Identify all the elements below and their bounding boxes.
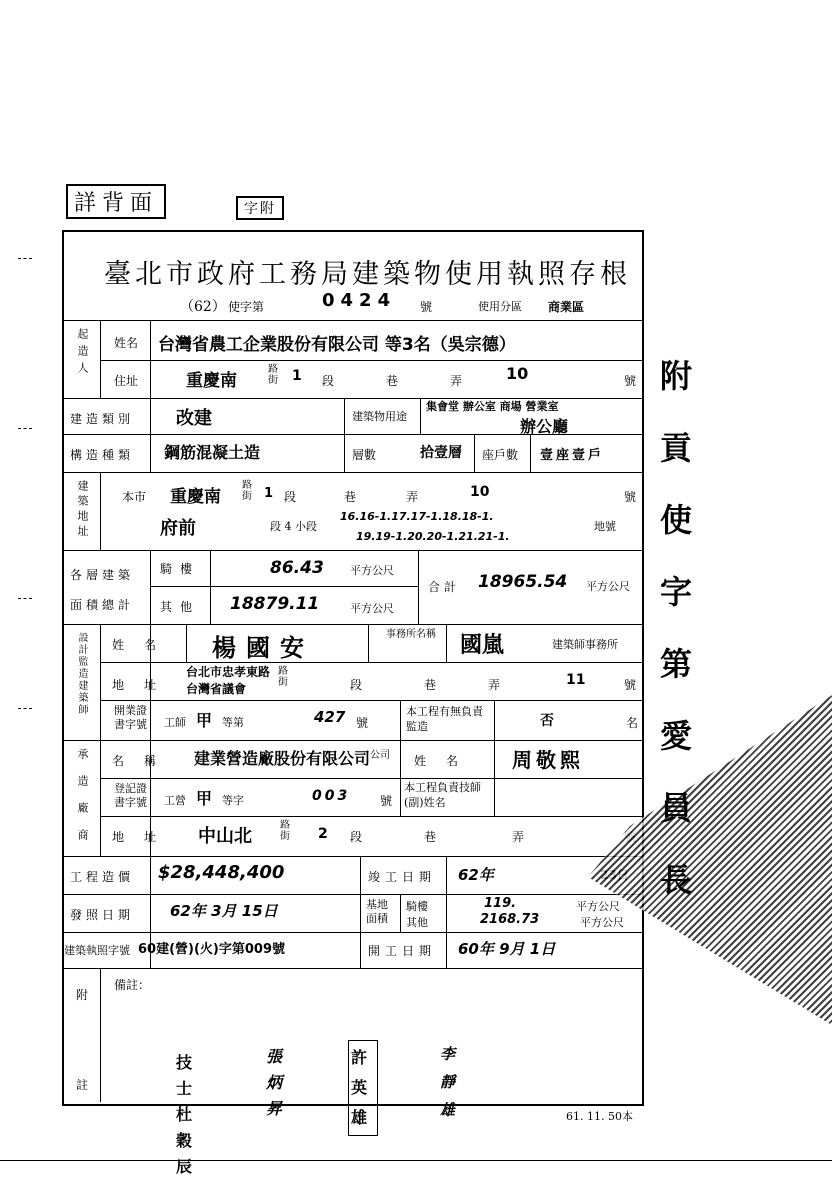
contractor-tech-label: 本工程負責技師(副)姓名	[404, 781, 481, 809]
site-lot-label: 地號	[594, 520, 616, 533]
rule	[210, 550, 211, 624]
permit-suffix: 號	[420, 300, 433, 314]
builder-name-label: 姓名	[114, 336, 139, 350]
architect-number: 11	[566, 672, 586, 688]
rule	[62, 624, 642, 625]
rule	[446, 624, 447, 662]
rule	[100, 968, 101, 1102]
site-road: 重慶南	[170, 487, 221, 507]
rule	[100, 778, 642, 779]
margin-mark	[18, 598, 32, 599]
architect-section-label: 設計監造建築師	[76, 632, 87, 716]
site-district: 府前	[160, 518, 196, 539]
permit-value: 60建(營)(火)字第009號	[138, 942, 285, 957]
builder-section-label: 起造人	[76, 328, 89, 379]
rule	[62, 894, 642, 895]
signature-2: 張炳昇	[266, 1047, 283, 1118]
base-label: 基地面積	[366, 898, 388, 925]
builder-lane: 巷	[386, 374, 399, 388]
rule	[100, 662, 642, 663]
rule	[62, 320, 642, 321]
rule	[400, 894, 401, 932]
build-type-value: 改建	[176, 408, 212, 429]
rule	[360, 856, 361, 968]
cost-value: $28,448,400	[158, 862, 285, 883]
builder-road-label: 路街	[268, 364, 278, 386]
permit-year: （62）	[180, 299, 226, 315]
site-duan: 段	[284, 490, 297, 504]
rule	[420, 398, 421, 434]
margin-mark	[18, 428, 32, 429]
base-other-label: 其他	[406, 916, 428, 929]
rule	[400, 740, 401, 816]
base-other-value: 2168.73	[480, 912, 540, 927]
other-unit: 平方公尺	[350, 602, 394, 615]
architect-supervise-value: 否	[540, 713, 554, 729]
architect-reg-suffix: 號	[356, 716, 369, 730]
architect-addr-value: 台北市忠孝東路 台灣省議會	[186, 665, 271, 696]
rule	[446, 856, 447, 968]
total-label: 合計	[428, 580, 461, 594]
arcade-unit: 平方公尺	[350, 564, 394, 577]
rule	[186, 624, 187, 662]
site-lots-line1: 16.16-1.17.17-1.18.18-1.	[340, 510, 494, 523]
contractor-road-label: 路街	[280, 820, 290, 842]
rule	[62, 932, 642, 933]
done-value: 62年	[458, 866, 494, 884]
bottom-edge	[0, 1160, 832, 1161]
contractor-reg-label: 登記證書字號	[114, 782, 147, 809]
rule	[62, 856, 642, 857]
contractor-reg-no: 003	[312, 788, 351, 804]
use-value-2: 辦公廳	[520, 417, 569, 436]
builder-hao: 號	[624, 374, 637, 388]
margin-mark	[18, 258, 32, 259]
issue-value: 62年 3月 15日	[170, 902, 278, 920]
zone-value: 商業區	[548, 300, 585, 314]
site-lane: 巷	[344, 490, 357, 504]
notes-side-top: 附	[76, 988, 89, 1002]
rule	[150, 586, 418, 587]
architect-lane: 巷	[424, 678, 437, 692]
margin-mark	[18, 708, 32, 709]
rule	[62, 472, 642, 473]
architect-hao: 號	[624, 678, 637, 692]
contractor-reg-suffix: 號	[380, 794, 393, 808]
rule	[100, 700, 642, 701]
base-arcade-value: 119.	[484, 896, 517, 911]
contractor-person-value: 周敬熙	[512, 748, 584, 772]
notes-side-bottom: 註	[76, 1078, 89, 1092]
rule	[474, 434, 475, 472]
builder-addr-road: 重慶南	[186, 371, 237, 391]
contractor-section-no: 2	[318, 826, 328, 842]
site-number: 10	[470, 484, 490, 500]
site-section-no: 1	[264, 486, 274, 501]
cost-label: 工程造價	[70, 870, 135, 884]
builder-section-no: 1	[292, 368, 302, 384]
rule	[530, 434, 531, 472]
base-other-unit: 平方公尺	[580, 916, 624, 929]
builder-number: 10	[506, 364, 529, 383]
rule	[100, 624, 101, 856]
households-label: 座戶數	[482, 448, 519, 462]
rule	[150, 550, 151, 624]
architect-road-label: 路街	[278, 666, 288, 688]
total-unit: 平方公尺	[586, 580, 630, 593]
architect-alley: 弄	[488, 678, 501, 692]
architect-reg-label: 開業證書字號	[114, 704, 147, 731]
base-arcade-label: 騎樓	[406, 900, 428, 913]
contractor-reg-mid: 等字	[222, 794, 244, 807]
rule	[368, 624, 369, 662]
rule	[150, 624, 151, 856]
floors-label: 層數	[352, 448, 377, 462]
architect-name-value: 楊國安	[212, 634, 314, 662]
rule	[344, 398, 345, 472]
struct-value: 鋼筋混凝土造	[164, 443, 261, 462]
permit-number: 0424	[322, 290, 397, 311]
architect-office-suffix: 建築師事務所	[552, 638, 618, 651]
rule	[62, 968, 642, 969]
rule	[62, 550, 642, 551]
site-hao: 號	[624, 490, 637, 504]
contractor-lane: 巷	[424, 830, 437, 844]
total-value: 18965.54	[478, 572, 568, 592]
site-road-label: 路街	[242, 480, 252, 502]
architect-supervise-suffix: 名	[626, 716, 639, 730]
architect-duan: 段	[350, 678, 363, 692]
architect-name-label: 姓名	[112, 638, 177, 652]
architect-supervise-label: 本工程有無負責監造	[406, 705, 483, 733]
contractor-alley: 弄	[512, 830, 525, 844]
rule	[418, 550, 419, 624]
rule	[62, 740, 642, 741]
contractor-addr-value: 中山北	[198, 826, 252, 847]
start-label: 開工日期	[368, 944, 437, 958]
small-stamp: 字附	[236, 196, 284, 220]
contractor-duan: 段	[350, 830, 363, 844]
architect-reg-no: 427	[314, 708, 346, 726]
form-title: 臺北市政府工務局建築物使用執照存根	[104, 259, 631, 290]
signature-4: 李靜雄	[440, 1045, 456, 1119]
rule	[494, 740, 495, 816]
contractor-suffix: 公司	[370, 750, 390, 761]
architect-addr-label: 地址	[112, 678, 177, 692]
contractor-name-label: 名稱	[112, 754, 177, 768]
done-label: 竣工日期	[368, 870, 437, 884]
contractor-section-label: 承造廠商	[76, 748, 89, 856]
rule	[400, 700, 401, 740]
households-value: 壹座壹戶	[540, 448, 605, 463]
builder-addr-label: 住址	[114, 374, 139, 388]
rule	[150, 398, 151, 472]
rule	[150, 320, 151, 398]
zone-label: 使用分區	[478, 300, 522, 313]
builder-alley: 弄	[450, 374, 463, 388]
build-type-label: 建造類別	[70, 412, 135, 426]
form-number: 61. 11. 50本	[566, 1110, 633, 1123]
side-overlay-text: 附貢使字第愛員長	[660, 357, 693, 899]
architect-reg-prefix: 工師	[164, 716, 186, 729]
rule	[100, 816, 642, 817]
contractor-person-label: 姓名	[414, 754, 479, 768]
contractor-reg-prefix: 工營	[164, 794, 186, 807]
base-arcade-unit: 平方公尺	[576, 900, 620, 913]
permit-label: 建築執照字號	[64, 944, 130, 957]
architect-reg-grade: 甲	[196, 711, 213, 730]
architect-reg-mid: 等第	[222, 716, 244, 729]
site-section-label: 建築地址	[76, 480, 89, 540]
site-small-section: 段 4 小段	[270, 520, 317, 533]
rule	[494, 700, 495, 740]
rule	[100, 472, 101, 550]
remarks-label: 備註：	[114, 978, 151, 992]
site-alley: 弄	[406, 490, 419, 504]
area-section-label: 各層建築面積總計	[70, 568, 135, 612]
arcade-label: 騎樓	[160, 562, 201, 576]
architect-office-label: 事務所名稱	[386, 629, 436, 640]
other-value: 18879.11	[230, 594, 320, 614]
arcade-value: 86.43	[270, 558, 324, 578]
architect-office-value: 國嵐	[460, 633, 505, 658]
signature-3: 許英雄	[348, 1040, 378, 1136]
contractor-reg-grade: 甲	[196, 789, 213, 808]
start-value: 60年 9月 1日	[458, 940, 556, 958]
detail-back-stamp: 詳背面	[66, 184, 166, 219]
use-value: 集會堂 辦公室 商場 營業室	[426, 400, 559, 413]
rule	[100, 320, 101, 398]
permit-prefix: 使字第	[228, 300, 265, 314]
site-city: 本市	[122, 490, 147, 504]
signature-1: 技士杜 穀辰	[176, 1053, 193, 1176]
use-label: 建築物用途	[352, 410, 407, 423]
builder-duan: 段	[322, 374, 335, 388]
contractor-addr-label: 地址	[112, 830, 177, 844]
struct-label: 構造種類	[70, 448, 135, 462]
floors-value: 拾壹層	[420, 445, 462, 461]
rule	[100, 360, 642, 361]
site-lots-line2: 19.19-1.20.20-1.21.21-1.	[356, 530, 510, 543]
contractor-name-value: 建業營造廠股份有限公司	[194, 749, 371, 768]
other-label: 其他	[160, 600, 201, 614]
builder-name-value: 台灣省農工企業股份有限公司 等3名（吳宗德）	[158, 335, 516, 355]
issue-label: 發照日期	[70, 908, 135, 922]
